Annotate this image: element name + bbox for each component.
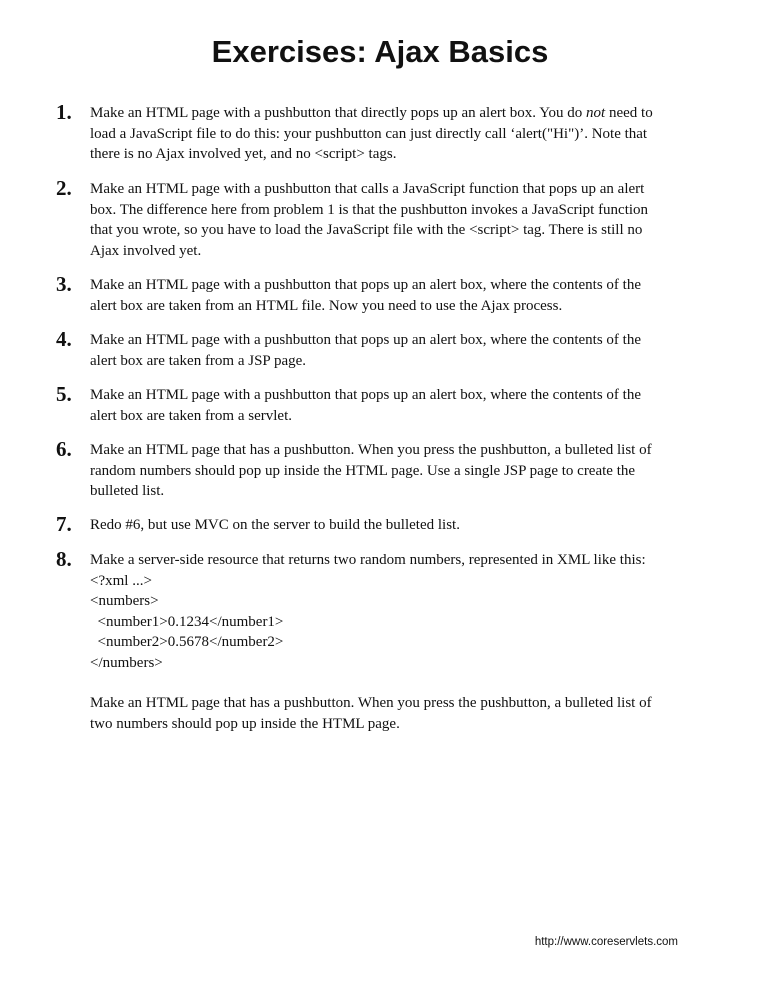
exercise-text bbox=[90, 385, 711, 426]
text-line: Redo #6, but use MVC on the server to build the bulleted list. bbox=[90, 517, 460, 533]
code-line: </numbers> bbox=[90, 654, 163, 671]
text-line: alert box are taken from a JSP page. bbox=[90, 352, 307, 369]
xml-code-block bbox=[90, 571, 711, 674]
exercise-text bbox=[90, 275, 711, 316]
exercise-number: 2. bbox=[56, 176, 72, 200]
text-line: Make an HTML page that has a pushbutton. When you press the pushbutton, a bulleted list of bbox=[90, 695, 652, 711]
exercise-text bbox=[90, 550, 711, 734]
text-line: box. The difference here from problem 1 is that the pushbutton invokes a JavaScript function bbox=[90, 201, 649, 218]
exercise-number: 6. bbox=[56, 437, 72, 461]
exercise-1 bbox=[56, 100, 711, 165]
exercise-3 bbox=[56, 272, 711, 316]
text-line: there is no Ajax involved yet, and no <script> tags. bbox=[90, 146, 397, 162]
text-line: Make an HTML page with a pushbutton that pops up an alert box, where the contents of the bbox=[90, 332, 641, 348]
exercise-number: 4. bbox=[56, 327, 72, 351]
text-line: Ajax involved yet. bbox=[90, 242, 202, 259]
text-line: load a JavaScript file to do this: your pushbutton can just directly call ‘alert("Hi")’. Note that bbox=[90, 125, 648, 142]
exercise-text bbox=[90, 103, 711, 165]
code-line: <?xml ...> bbox=[90, 572, 152, 589]
text-line: Make a server-side resource that returns two random numbers, represented in XML like this: bbox=[90, 552, 646, 568]
exercise-4 bbox=[56, 327, 711, 371]
code-line: <numbers> bbox=[90, 593, 159, 609]
page-title: Exercises: Ajax Basics bbox=[211, 34, 549, 69]
text-line: that you wrote, so you have to load the JavaScript file with the <script> tag. There is still no bbox=[90, 222, 643, 238]
exercise-2 bbox=[56, 176, 711, 261]
exercise-number: 1. bbox=[56, 100, 72, 124]
exercise-5 bbox=[56, 382, 711, 426]
text-line: two numbers should pop up inside the HTML page. bbox=[90, 715, 400, 732]
exercise-text bbox=[90, 330, 711, 371]
text-line: bulleted list. bbox=[90, 483, 165, 499]
exercise-6 bbox=[56, 437, 711, 502]
exercise-text bbox=[90, 179, 711, 261]
text-line: Make an HTML page with a pushbutton that calls a JavaScript function that pops up an alert bbox=[90, 181, 645, 197]
text-line: Make an HTML page with a pushbutton that pops up an alert box, where the contents of the bbox=[90, 277, 641, 293]
text-line: Make an HTML page that has a pushbutton. When you press the pushbutton, a bulleted list of bbox=[90, 442, 652, 458]
text-line: Make an HTML page with a pushbutton that directly pops up an alert box. You do not need to bbox=[90, 105, 653, 121]
code-line: <number2>0.5678</number2> bbox=[90, 634, 284, 650]
text-line: Make an HTML page with a pushbutton that pops up an alert box, where the contents of the bbox=[90, 387, 641, 403]
exercise-number: 5. bbox=[56, 382, 72, 406]
text-line: alert box are taken from a servlet. bbox=[90, 407, 292, 424]
exercise-number: 7. bbox=[56, 512, 72, 536]
exercise-8 bbox=[56, 547, 711, 734]
exercise-text bbox=[90, 515, 711, 536]
emphasis-not: not bbox=[586, 105, 606, 121]
exercise-text bbox=[90, 440, 711, 502]
text-line: alert box are taken from an HTML file. Now you need to use the Ajax process. bbox=[90, 297, 563, 314]
exercise-7 bbox=[56, 512, 711, 536]
exercise-number: 8. bbox=[56, 547, 72, 571]
text-line: random numbers should pop up inside the HTML page. Use a single JSP page to create the bbox=[90, 462, 636, 479]
exercise-number: 3. bbox=[56, 272, 72, 296]
code-line: <number1>0.1234</number1> bbox=[90, 613, 284, 630]
footer-url: http://www.coreservlets.com bbox=[534, 936, 678, 948]
